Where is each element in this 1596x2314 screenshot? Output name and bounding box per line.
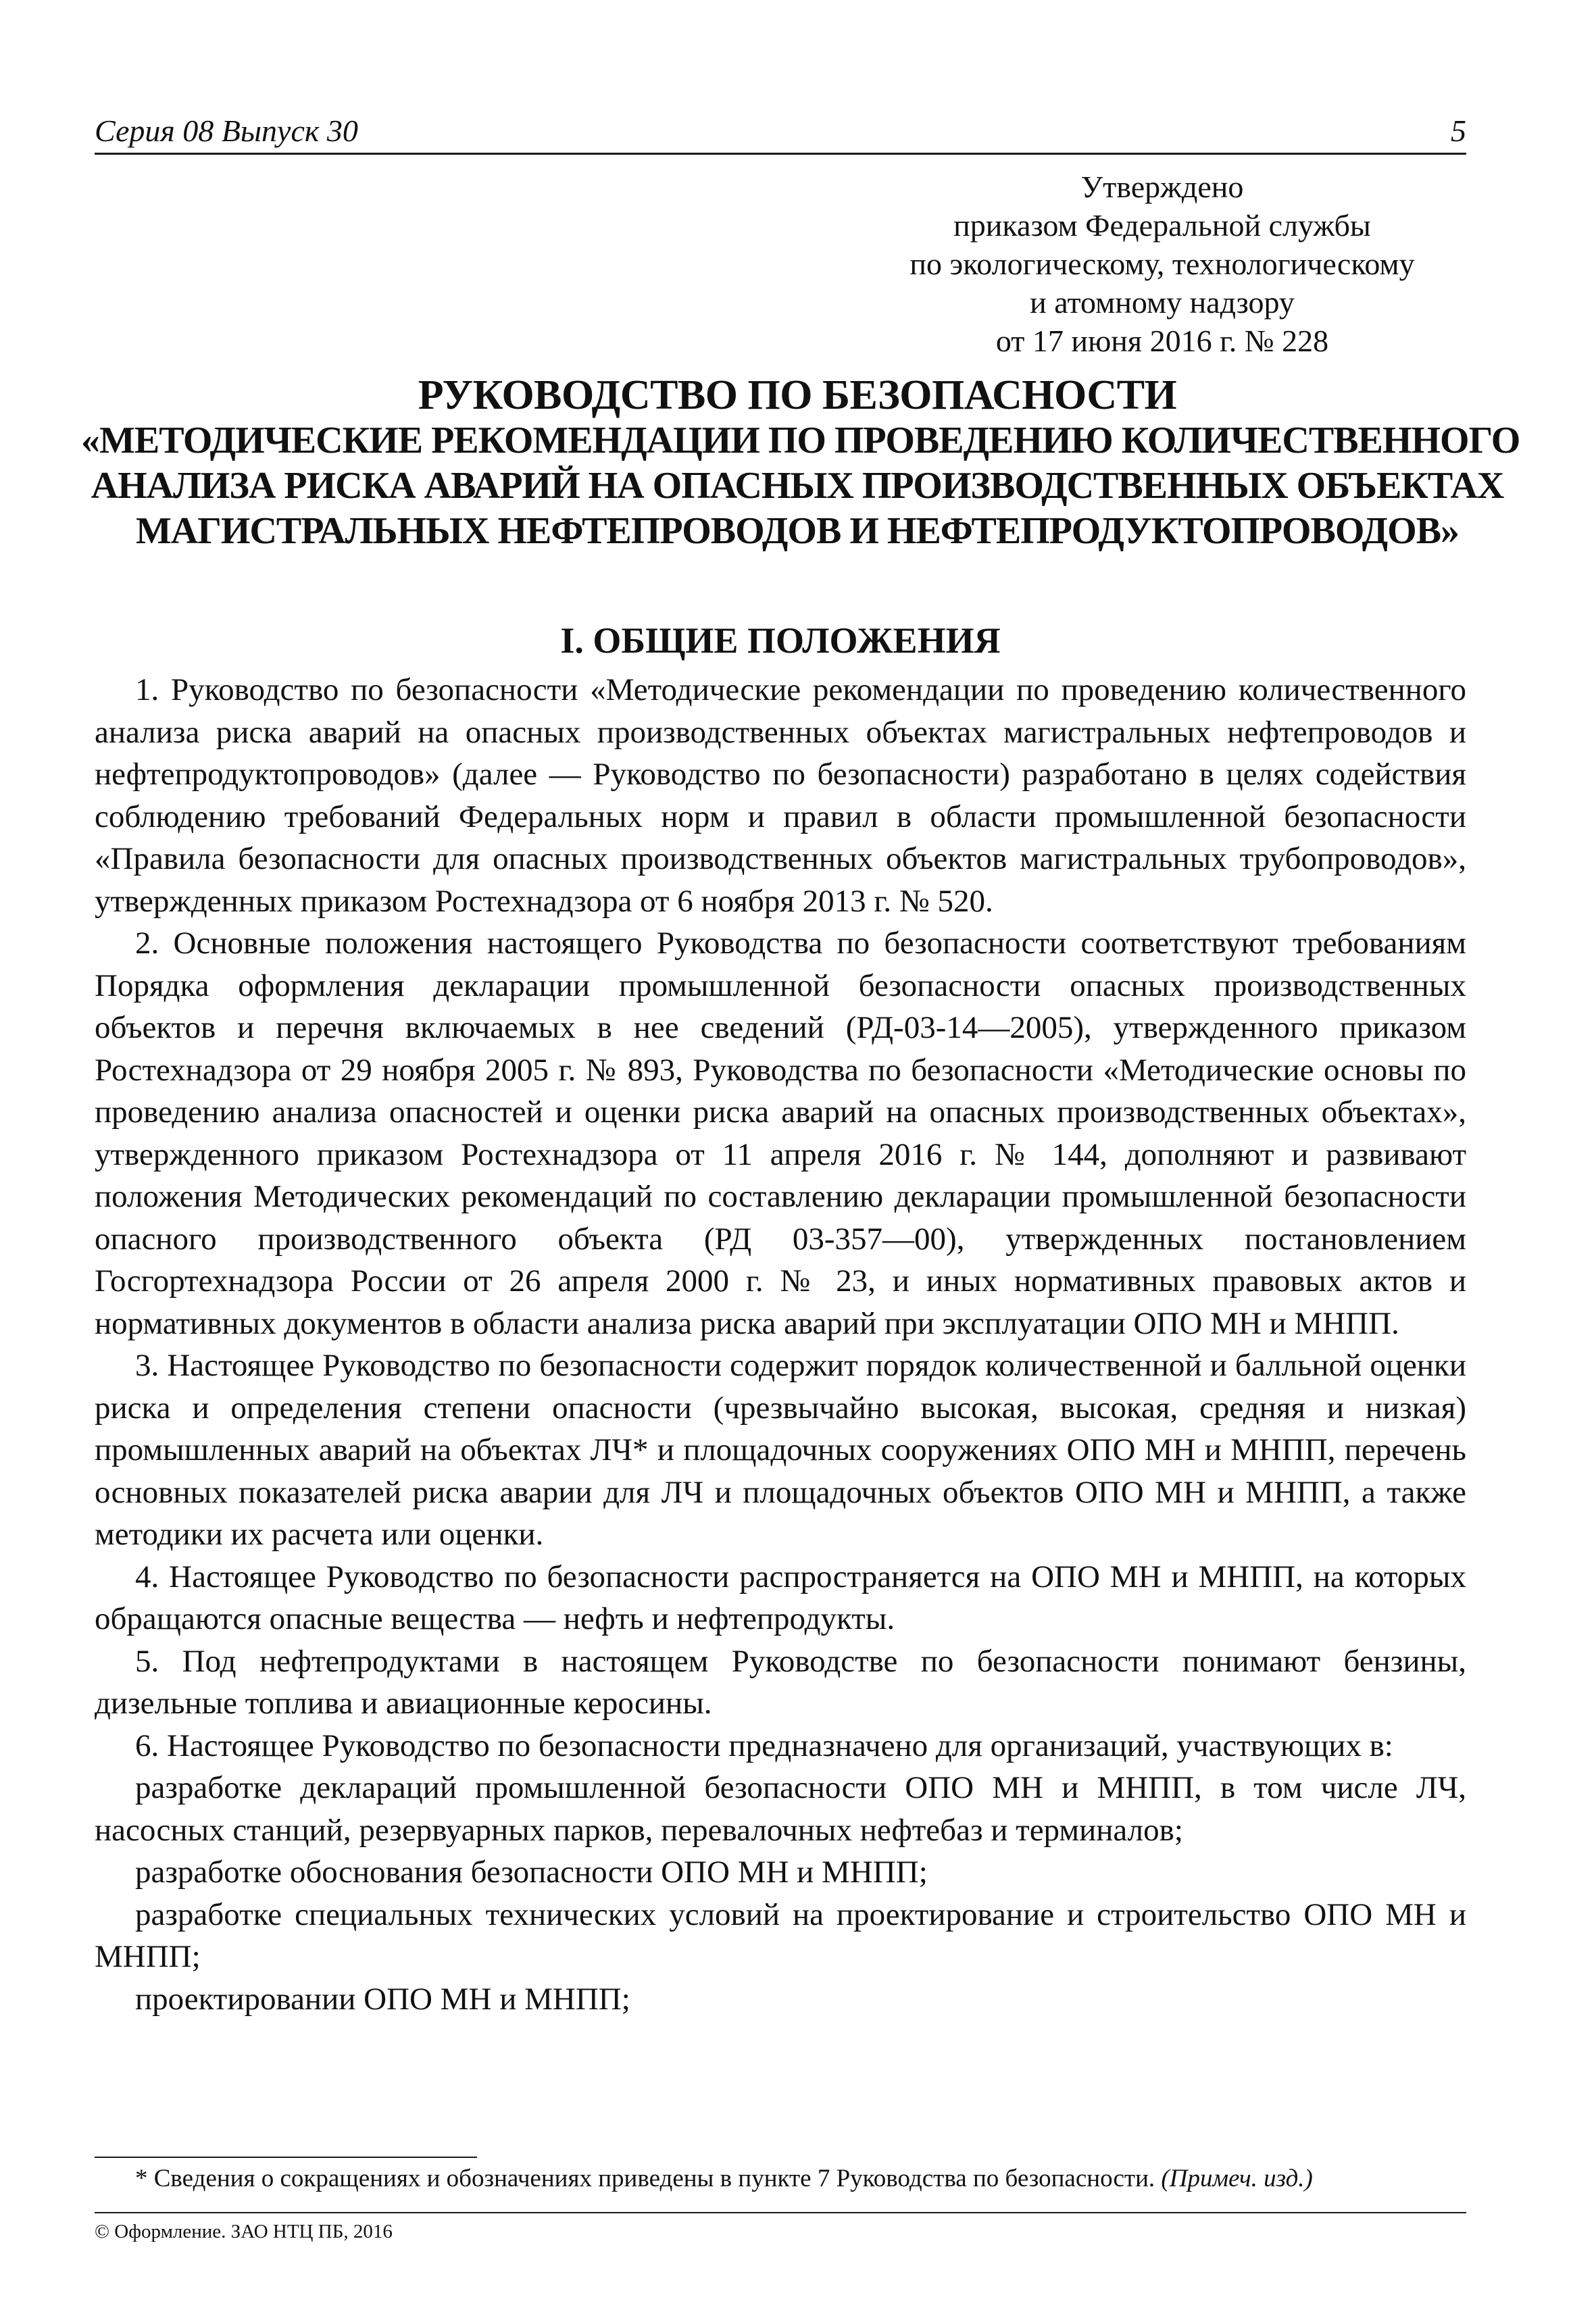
- approval-line: приказом Федеральной службы: [953, 208, 1371, 243]
- section-heading: I. ОБЩИЕ ПОЛОЖЕНИЯ: [560, 620, 1001, 661]
- footnote: [135, 2162, 1473, 2196]
- footnote-text: * Сведения о сокращениях и обозначениях приведены в пункте 7 Руководства по безопасности.: [135, 2165, 1155, 2192]
- approval-line: от 17 июня 2016 г. № 228: [995, 324, 1329, 358]
- title-main: РУКОВОДСТВО ПО БЕЗОПАСНОСТИ: [418, 372, 1177, 418]
- document-title: [81, 372, 1520, 554]
- list-item: разработке специальных технических условий на проектирование и строительство ОПО МН и МНПП;: [95, 1896, 1466, 1974]
- paragraph-3: 3. Настоящее Руководство по безопасности содержит порядок количественной и балльной оценки риска и определения степени опасности (чрезвычайно высокая, высокая, средняя и низкая) промышленных аварий на объектах ЛЧ* и площадочных сооружениях ОПО МН и МНПП, перечень основных показателей риска аварии для ЛЧ и площадочных объектов ОПО МН и МНПП, а также методики их расчета или оценки.: [95, 1348, 1466, 1552]
- running-head: [95, 108, 1466, 155]
- list-item: разработке деклараций промышленной безопасности ОПО МН и МНПП, в том числе ЛЧ, насосных станций, резервуарных парков, перевалочных нефтебаз и терминалов;: [95, 1770, 1466, 1848]
- title-line: «МЕТОДИЧЕСКИЕ РЕКОМЕНДАЦИИ ПО ПРОВЕДЕНИЮ КОЛИЧЕСТВЕННОГО: [81, 420, 1520, 461]
- title-line: МАГИСТРАЛЬНЫХ НЕФТЕПРОВОДОВ И НЕФТЕПРОДУКТОПРОВОДОВ»: [135, 510, 1460, 552]
- footnote-divider: [95, 2157, 477, 2158]
- body-text: [95, 669, 1466, 2020]
- page-number: 5: [1451, 114, 1466, 148]
- approval-line: по экологическому, технологическому: [909, 247, 1415, 281]
- approval-block: [811, 168, 1514, 360]
- approval-line: и атомному надзору: [1030, 285, 1295, 320]
- paragraph-6: 6. Настоящее Руководство по безопасности предназначено для организаций, участвующих в:: [135, 1728, 1393, 1763]
- list-item: разработке обоснования безопасности ОПО МН и МНПП;: [135, 1855, 928, 1890]
- list-item: проектировании ОПО МН и МНПП;: [135, 1981, 630, 2017]
- series-label: Серия 08 Выпуск 30: [95, 114, 358, 148]
- approval-line: Утверждено: [1080, 170, 1244, 204]
- copyright: © Оформление. ЗАО НТЦ ПБ, 2016: [95, 2221, 393, 2242]
- paragraph-1: 1. Руководство по безопасности «Методические рекомендации по проведению количественного анализа риска аварий на опасных производственных объектах магистральных нефтепроводов и нефтепродуктопроводов» (далее — Руководство по безопасности) разработано в целях содействия соблюдению требований Федеральных норм и правил в области промышленной безопасности «Правила безопасности для опасных производственных объектов магистральных трубопроводов», утвержденных приказом Ростехнадзора от 6 ноября 2013 г. № 520.: [95, 672, 1466, 919]
- paragraph-5: 5. Под нефтепродуктами в настоящем Руководстве по безопасности понимают бензины, дизельные топлива и авиационные керосины.: [95, 1643, 1466, 1721]
- footnote-note: (Примеч. изд.): [1161, 2165, 1313, 2192]
- paragraph-2: 2. Основные положения настоящего Руководства по безопасности соответствуют требованиям Порядка оформления декларации промышленной безопасности опасных производственных объектов и перечня включаемых в нее сведений (РД-03-14—2005), утвержденного приказом Ростехнадзора от 29 ноября 2005 г. № 893, Руководства по безопасности «Методические основы по проведению анализа опасностей и оценки риска аварий на опасных производственных объектах», утвержденного приказом Ростехнадзора от 11 апреля 2016 г. № 144, дополняют и развивают положения Методических рекомендаций по составлению декларации промышленной безопасности опасного производственного объекта (РД 03-357—00), утвержденных постановлением Госгортехнадзора России от 26 апреля 2000 г. № 23, и иных нормативных правовых актов и нормативных документов в области анализа риска аварий при эксплуатации ОПО МН и МНПП.: [95, 926, 1466, 1341]
- copyright-divider: [95, 2212, 1466, 2213]
- paragraph-4: 4. Настоящее Руководство по безопасности распространяется на ОПО МН и МНПП, на которых обращаются опасные вещества — нефть и нефтепродукты.: [95, 1559, 1466, 1636]
- title-line: АНАЛИЗА РИСКА АВАРИЙ НА ОПАСНЫХ ПРОИЗВОДСТВЕННЫХ ОБЪЕКТАХ: [91, 465, 1504, 507]
